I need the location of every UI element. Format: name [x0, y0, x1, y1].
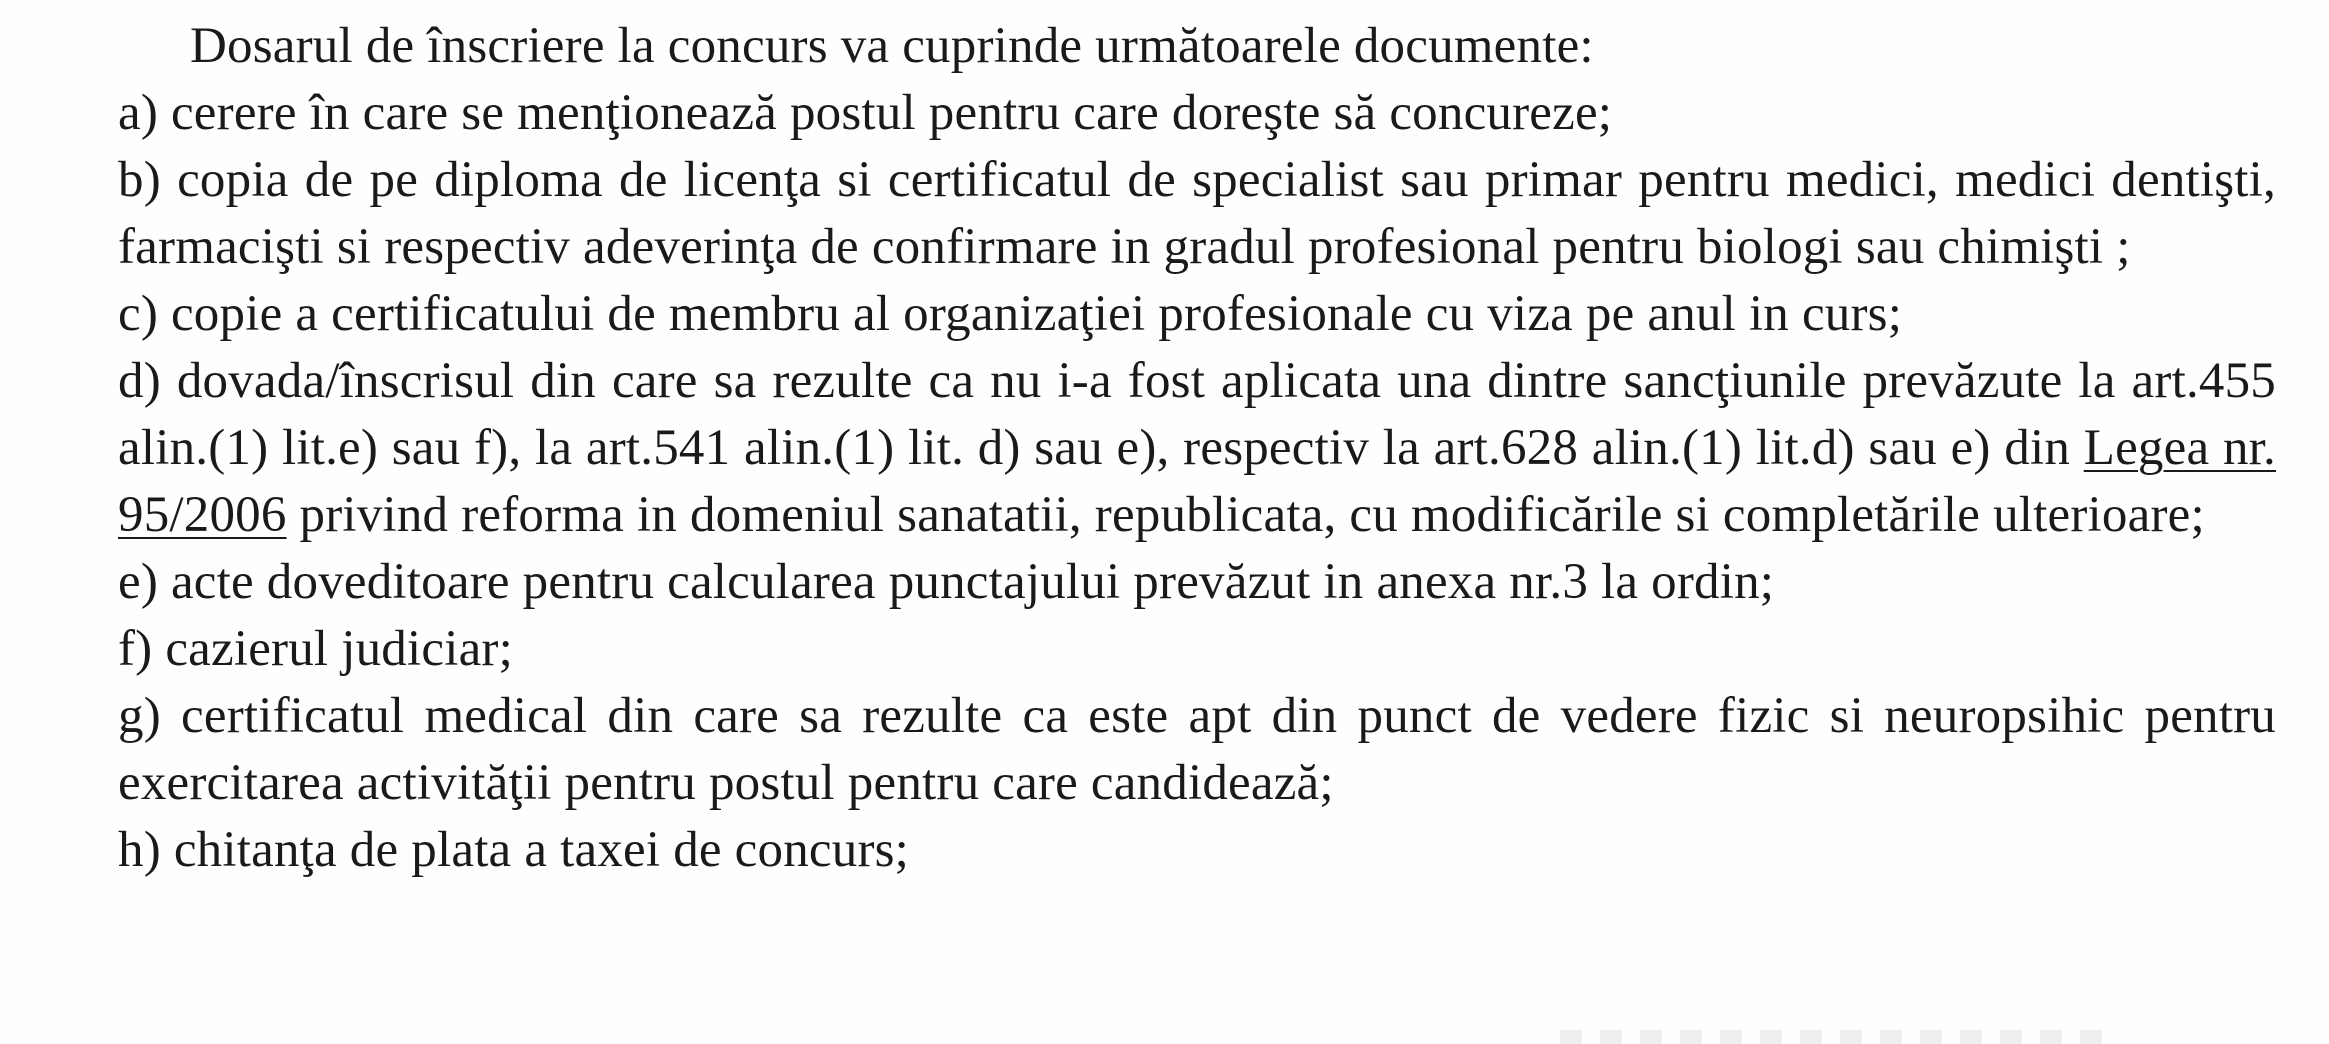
list-item-d	[118, 348, 2276, 549]
law-link[interactable]: Legea nr. 95/2006	[118, 420, 2276, 543]
list-item-f: f) cazierul judiciar;	[118, 621, 513, 677]
list-item-a: a) cerere în care se menţionează postul pentru care doreşte să concureze;	[118, 85, 1613, 141]
intro-paragraph: Dosarul de înscriere la concurs va cuprinde următoarele documente:	[190, 18, 1594, 74]
list-item-b: b) copia de pe diploma de licenţa si certificatul de specialist sau primar pentru medici, medici dentişti, farmacişti si respectiv adeverinţa de confirmare in gradul profesional pentru biologi sau chimişti ;	[118, 152, 2276, 275]
list-item-e: e) acte doveditoare pentru calcularea punctajului prevăzut in anexa nr.3 la ordin;	[118, 554, 1775, 610]
list-item-g: g) certificatul medical din care sa rezulte ca este apt din punct de vedere fizic si neuropsihic pentru exercitarea activităţii pentru postul pentru care candidează;	[118, 688, 2276, 811]
cut-off-text-line	[1560, 1030, 2120, 1044]
list-item-d-text-before: d) dovada/înscrisul din care sa rezulte ca nu i-a fost aplicata una dintre sancţiunile prevăzute la art.455 alin.(1) lit.e) sau f), la art.541 alin.(1) lit. d) sau e), respectiv la art.628 alin.(1) lit.d) sau e) din	[118, 353, 2276, 476]
document-list	[118, 80, 2276, 884]
list-item-d-text-after: privind reforma in domeniul sanatatii, republicata, cu modificările si completările ulterioare;	[286, 487, 2205, 543]
list-item-c: c) copie a certificatului de membru al organizaţiei profesionale cu viza pe anul in curs;	[118, 286, 1903, 342]
list-item-h: h) chitanţa de plata a taxei de concurs;	[118, 822, 910, 878]
